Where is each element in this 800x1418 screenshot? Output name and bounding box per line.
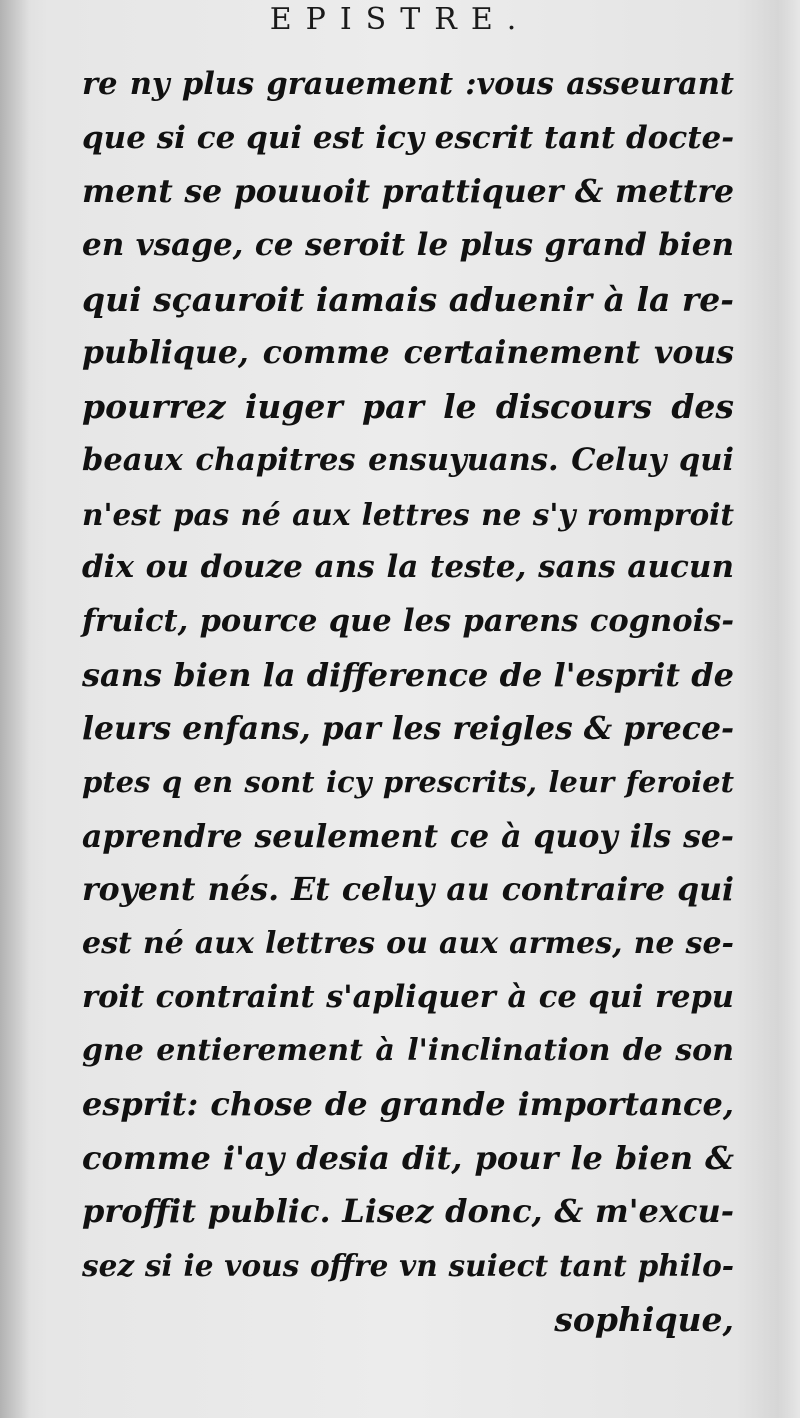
- text-block: [82, 58, 734, 1347]
- text-line: en vsage, ce seroit le plus grand bien: [82, 227, 734, 264]
- text-line: ment se pouuoit prattiquer & mettre: [82, 173, 734, 211]
- text-line: royent nés. Et celuy au contraire qui: [82, 871, 734, 909]
- text-line: n'est pas né aux lettres ne s'y romproit: [82, 496, 734, 532]
- text-line: sez si ie vous offre vn suiect tant philo-: [82, 1248, 734, 1284]
- text-line: publique, comme certainement vous: [82, 334, 734, 372]
- text-line: aprendre seulement ce à quoy ils se-: [82, 817, 734, 855]
- text-line: beaux chapitres ensuyuans. Celuy qui: [82, 441, 734, 478]
- text-line: proffit public. Lisez donc, & m'excu-: [82, 1192, 734, 1231]
- catchword-line: sophique,: [554, 1299, 734, 1339]
- text-line: est né aux lettres ou aux armes, ne se-: [82, 926, 734, 961]
- text-line: sans bien la difference de l'esprit de: [82, 655, 734, 694]
- text-line: re ny plus grauement :vous asseurant: [82, 66, 734, 102]
- text-line: roit contraint s'apliquer à ce qui repu: [82, 978, 734, 1015]
- text-line: pourrez iuger par le discours des: [82, 387, 734, 427]
- running-head: EPISTRE.: [269, 2, 531, 37]
- text-line: fruict, pource que les parens cognois-: [82, 602, 734, 639]
- text-line: ptes q en sont icy prescrits, leur feroiet: [82, 764, 734, 799]
- page-edge: [778, 0, 800, 1418]
- text-line: que si ce qui est icy escrit tant docte-: [82, 119, 735, 156]
- text-line: leurs enfans, par les reigles & prece-: [82, 710, 735, 748]
- text-line: dix ou douze ans la teste, sans aucun: [82, 549, 734, 586]
- text-line: gne entierement à l'inclination de son: [82, 1033, 734, 1069]
- text-line: qui sçauroit iamais aduenir à la re-: [82, 279, 734, 319]
- text-line: comme i'ay desia dit, pour le bien &: [82, 1138, 734, 1177]
- text-line: esprit: chose de grande importance,: [82, 1085, 734, 1124]
- spine-shadow: [0, 0, 30, 1418]
